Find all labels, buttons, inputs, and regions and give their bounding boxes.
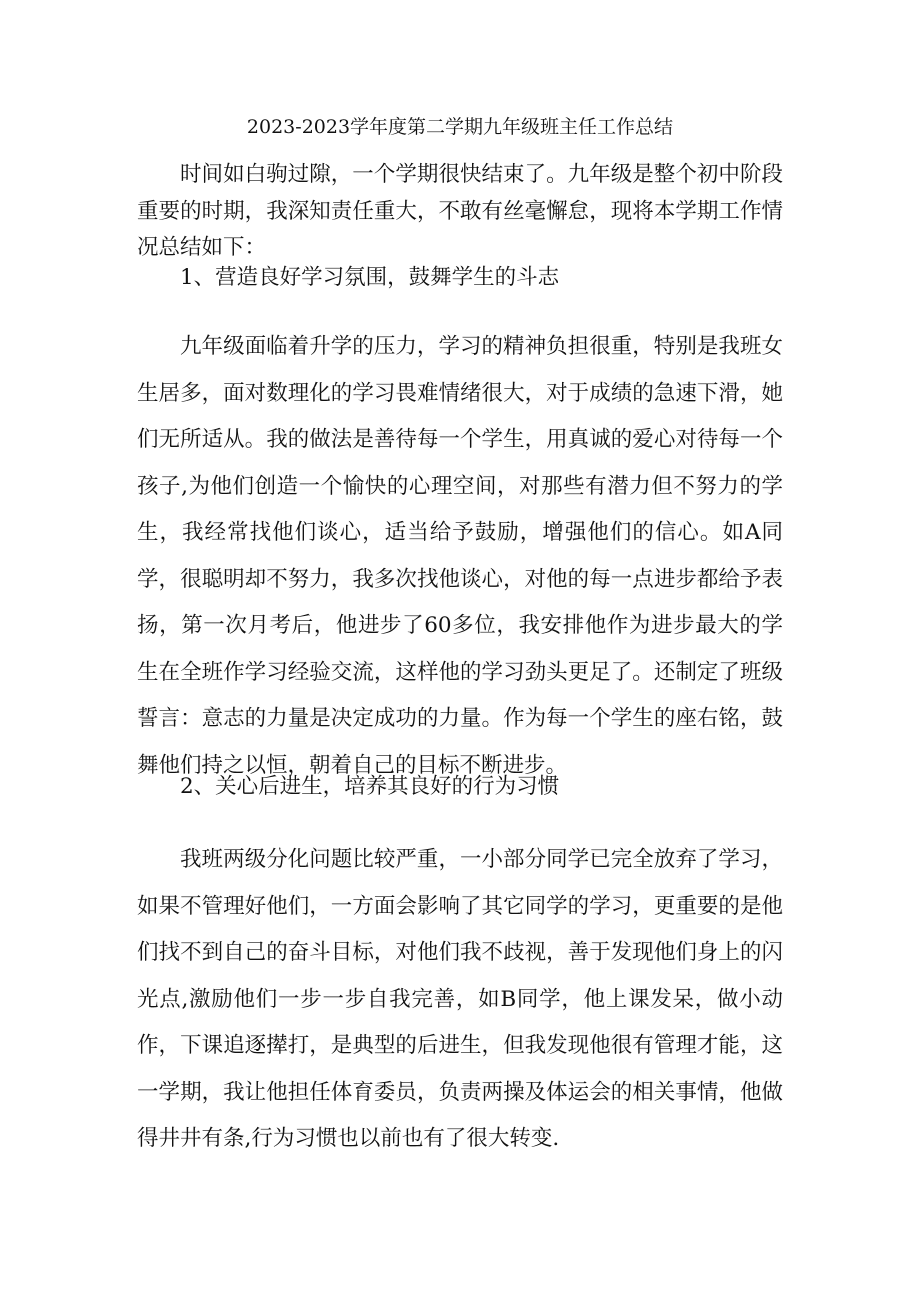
- section-1-heading: 1、营造良好学习氛围，鼓舞学生的斗志: [180, 265, 560, 290]
- intro-paragraph: 时间如白驹过隙，一个学期很快结束了。九年级是整个初中阶段重要的时期，我深知责任重大，不敢有丝毫懈怠，现将本学期工作情况总结如下：: [137, 162, 783, 260]
- section-2-heading: 2、关心后进生，培养其良好的行为习惯: [180, 774, 560, 799]
- section-1-body: 九年级面临着升学的压力，学习的精神负担很重，特别是我班女生居多，面对数理化的学习畏难情绪很大，对于成绩的急速下滑，她们无所适从。我的做法是善待每一个学生，用真诚的爱心对待每一个孩子,为他们创造一个愉快的心理空间，对那些有潜力但不努力的学生，我经常找他们谈心，适当给予鼓励，增强他们的信心。如A同学，很聪明却不努力，我多次找他谈心，对他的每一点进步都给予表扬，第一次月考后，他进步了60多位，我安排他作为进步最大的学生在全班作学习经验交流，这样他的学习劲头更足了。还制定了班级誓言：意志的力量是决定成功的力量。作为每一个学生的座右铭，鼓舞他们持之以恒，朝着自己的目标不断进步。: [137, 334, 783, 778]
- document-title: 2023-2023学年度第二学期九年级班主任工作总结: [246, 116, 674, 138]
- section-2-body: 我班两级分化问题比较严重，一小部分同学已完全放弃了学习，如果不管理好他们，一方面会影响了其它同学的学习，更重要的是他们找不到自己的奋斗目标，对他们我不歧视，善于发现他们身上的闪光点,激励他们一步一步自我完善，如B同学，他上课发呆，做小动作，下课追逐撵打，是典型的后进生，但我发现他很有管理才能，这一学期，我让他担任体育委员，负责两操及体运会的相关事情，他做得井井有条,行为习惯也以前也有了很大转变.: [137, 847, 783, 1151]
